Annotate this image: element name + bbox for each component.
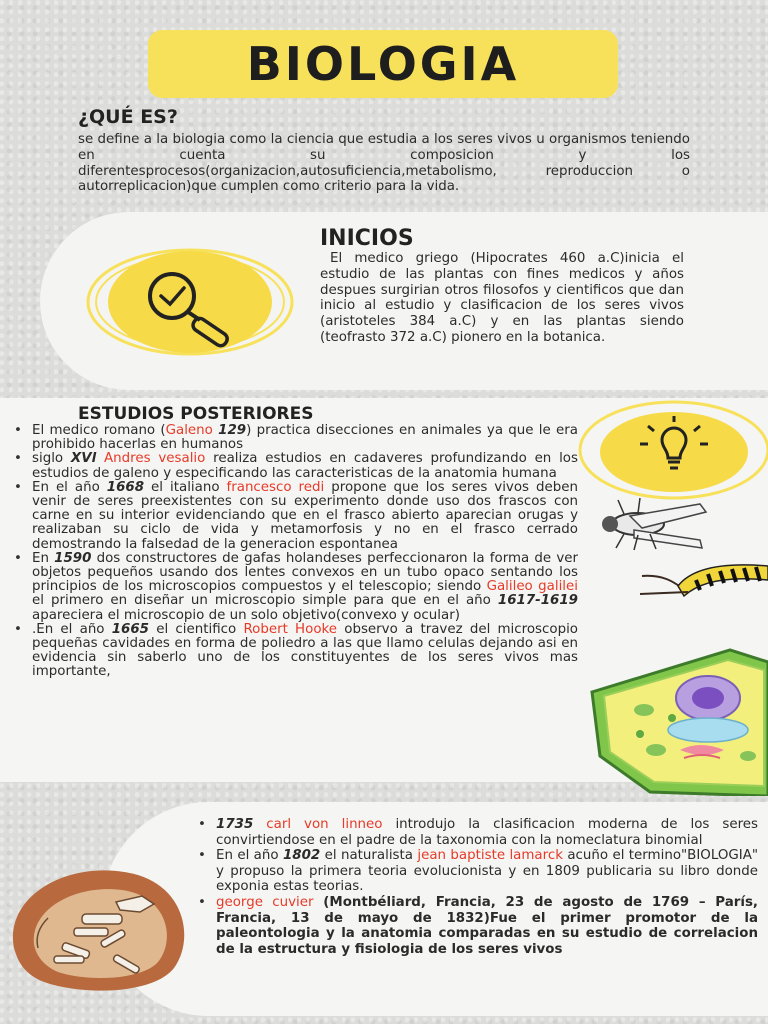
list-item: • 1735 carl von linneo introdujo la clasificacion moderna de los seres convirtiendose en el padre de la taxonomia con la nomeclatura binomial xyxy=(194,817,758,848)
estudios-list xyxy=(10,424,578,680)
fly-illustration xyxy=(594,496,718,552)
que-es-heading: ¿QUÉ ES? xyxy=(78,106,178,128)
final-list xyxy=(194,817,758,957)
title-banner xyxy=(148,30,618,98)
list-item: • En 1590 dos constructores de gafas holandeses perfeccionaron la forma de ver objetos pequeños usando dos lentes convexos en un tubo opaco sentando los principios de los microscopios compuestos y el telescopio; siendo Galileo galilei el primero en diseñar un microscopio simple para que en el año 1617-1619 apareciera el microscopio de un solo objetivo(convexo y ocular) xyxy=(10,552,578,623)
que-es-text: se define a la biologia como la ciencia que estudia a los seres vivos u organismos teniendo en cuenta su composicion y los diferentesprocesos(organizacion,autosuficiencia,metabolismo, reproduccion o autorreplicacion)que cumplen como criterio para la vida. xyxy=(78,132,690,195)
inicios-text: El medico griego (Hipocrates 460 a.C)inicia el estudio de las plantas con fines medicos y años despues surgirian otros filosofos y cientificos que dan inicio al estudio y clasificacion de los seres vivos (aristoteles 384 a.C) y en las plantas siendo (teofrasto 372 a.C) pionero en la botanica. xyxy=(320,251,684,345)
list-item: • .En el año 1665 el cientifico Robert Hooke observo a travez del microscopio pequeñas cavidades en forma de poliedro a las que llamo celulas dejando asi en evidencia sin saberlo uno de los constituyentes de los seres vivos mas importante, xyxy=(10,623,578,680)
plant-cell-illustration xyxy=(580,646,768,796)
list-item: • En el año 1802 el naturalista jean baptiste lamarck acuño el termino"BIOLOGIA" y propuso la primera teoria evolucionista y en 1809 publicaria su libro donde exponia estas teorias. xyxy=(194,848,758,895)
list-item: • george cuvier (Montbéliard, Francia, 23 de agosto de 1769 – París, Francia, 13 de mayo de 1832)Fue el primer promotor de la paleontologia y la anatomia comparadas en su estudio de correlacion de la estructura y fisiologia de los seres vivos xyxy=(194,895,758,957)
list-item: • En el año 1668 el italiano francesco redi propone que los seres vivos deben venir de seres preexistentes con su experimento donde uso dos frascos con carne en su interior evidenciando que en el frasco abierto aparecian orugas y realizaban su ciclo de vida y metamorfosis y no en el frasco cerrado demostrando la falsedad de la generacion espontanea xyxy=(10,481,578,552)
list-item: • siglo XVl Andres vesalio realiza estudios en cadaveres profundizando en los estudios de galeno y especificando las caracteristicas de la anatomia humana xyxy=(10,452,578,480)
inicios-heading: INICIOS xyxy=(320,226,414,251)
lightbulb-icon xyxy=(576,398,768,510)
estudios-heading: ESTUDIOS POSTERIORES xyxy=(78,404,314,424)
magnifier-check-icon xyxy=(86,240,306,380)
list-item: • El medico romano (Galeno 129) practica disecciones en animales ya que le era prohibido hacerlas en humanos xyxy=(10,424,578,452)
caterpillar-illustration xyxy=(638,556,768,602)
fossil-illustration xyxy=(4,858,194,998)
page-title: BIOLOGIA xyxy=(246,37,520,91)
